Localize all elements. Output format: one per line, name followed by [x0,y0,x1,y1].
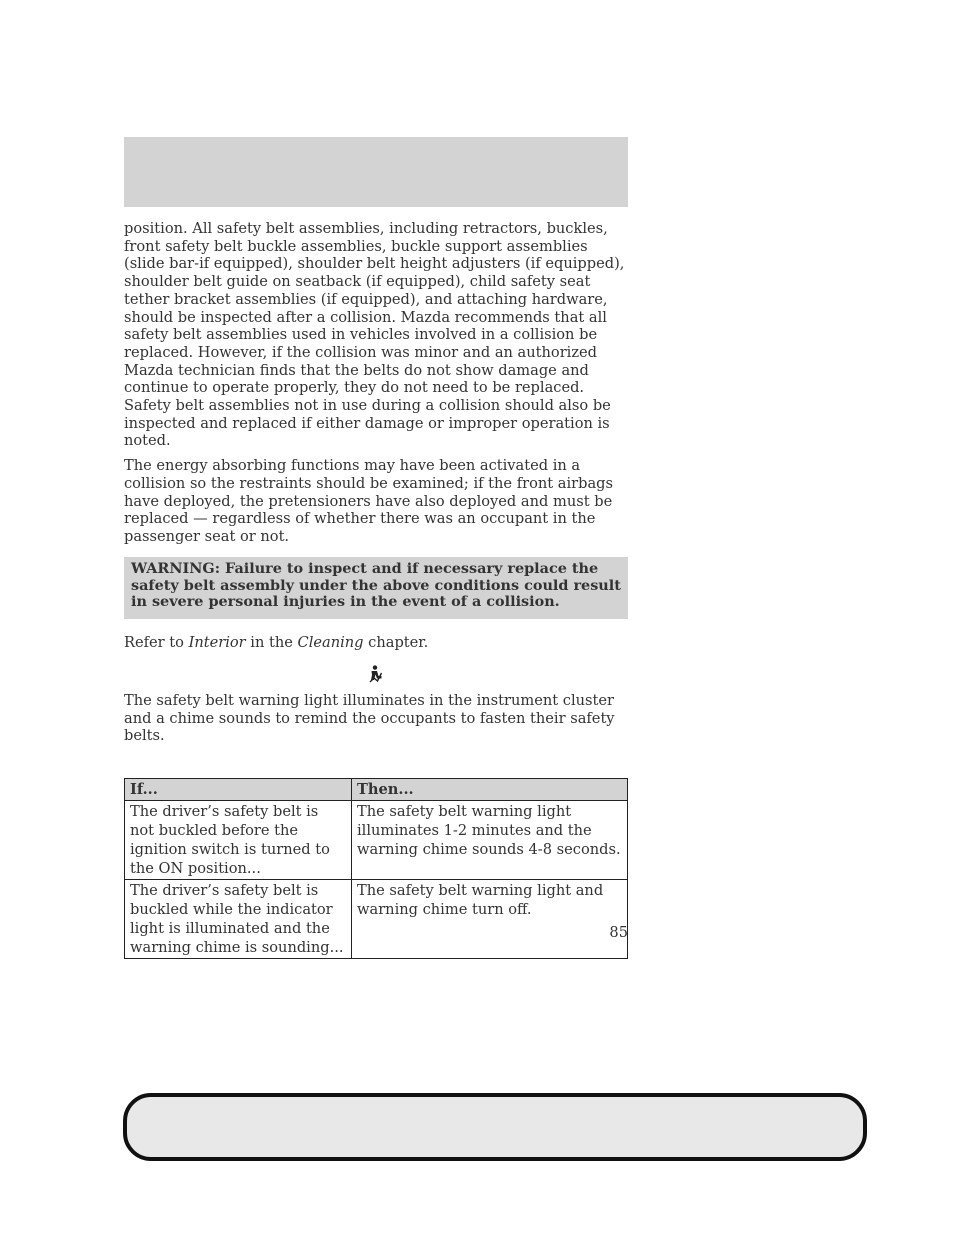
table-header-row [125,779,628,801]
page-number: 85 [609,924,628,941]
refer-suffix: chapter. [363,634,429,652]
refer-line [124,634,628,652]
paragraph-energy-absorbing: The energy absorbing functions may have been activated in a collision so the restraints should be examined; if the front airbags have deployed, the pretensioners have also deployed and must be replaced — regardless of whether there was an occupant in the passenger seat or not. [124,457,613,545]
table-cell-if: The driver’s safety belt is buckled while the indicator light is illuminated and the warning chime is sounding... [125,880,352,959]
table-row [125,801,628,880]
table-header-then: Then... [352,779,628,801]
refer-cleaning-link: Cleaning [297,634,364,652]
refer-interior-link: Interior [188,634,246,652]
table-row [125,880,628,959]
table-cell-then: The safety belt warning light illuminates 1-2 minutes and the warning chime sounds 4-8 seconds. [352,801,628,880]
safety-belt-table [124,778,628,959]
paragraph-warning-light: The safety belt warning light illuminates in the instrument cluster and a chime sounds to remind the occupants to fasten their safety belts. [124,692,615,745]
footer-box [123,1093,867,1161]
table-header-if: If... [125,779,352,801]
header-band [124,137,628,207]
table-cell-then: The safety belt warning light and warning chime turn off. [352,880,628,959]
refer-prefix: Refer to [124,634,189,652]
icon-row [124,656,628,692]
table-cell-if: The driver’s safety belt is not buckled before the ignition switch is turned to the ON position... [125,801,352,880]
warning-box: WARNING: Failure to inspect and if necessary replace the safety belt assembly under the above conditions could result in severe personal injuries in the event of a collision. [124,557,628,620]
page-content [124,220,628,959]
paragraph-inspection: position. All safety belt assemblies, including retractors, buckles, front safety belt buckle assemblies, buckle support assemblies (slide bar-if equipped), shoulder belt height adjusters (if equipped), shoulder belt guide on seatback (if equipped), child safety seat tether bracket assemblies (if equipped), and attaching hardware, should be inspected after a collision. Mazda recommends that all safety belt assemblies used in vehicles involved in a collision be replaced. However, if the collision was minor and an authorized Mazda technician finds that the belts do not show damage and continue to operate properly, they do not need to be replaced. Safety belt assemblies not in use during a collision should also be inspected and replaced if either damage or improper operation is noted. [124,220,625,450]
refer-middle: in the [245,634,298,652]
seatbelt-warning-icon [369,665,383,683]
